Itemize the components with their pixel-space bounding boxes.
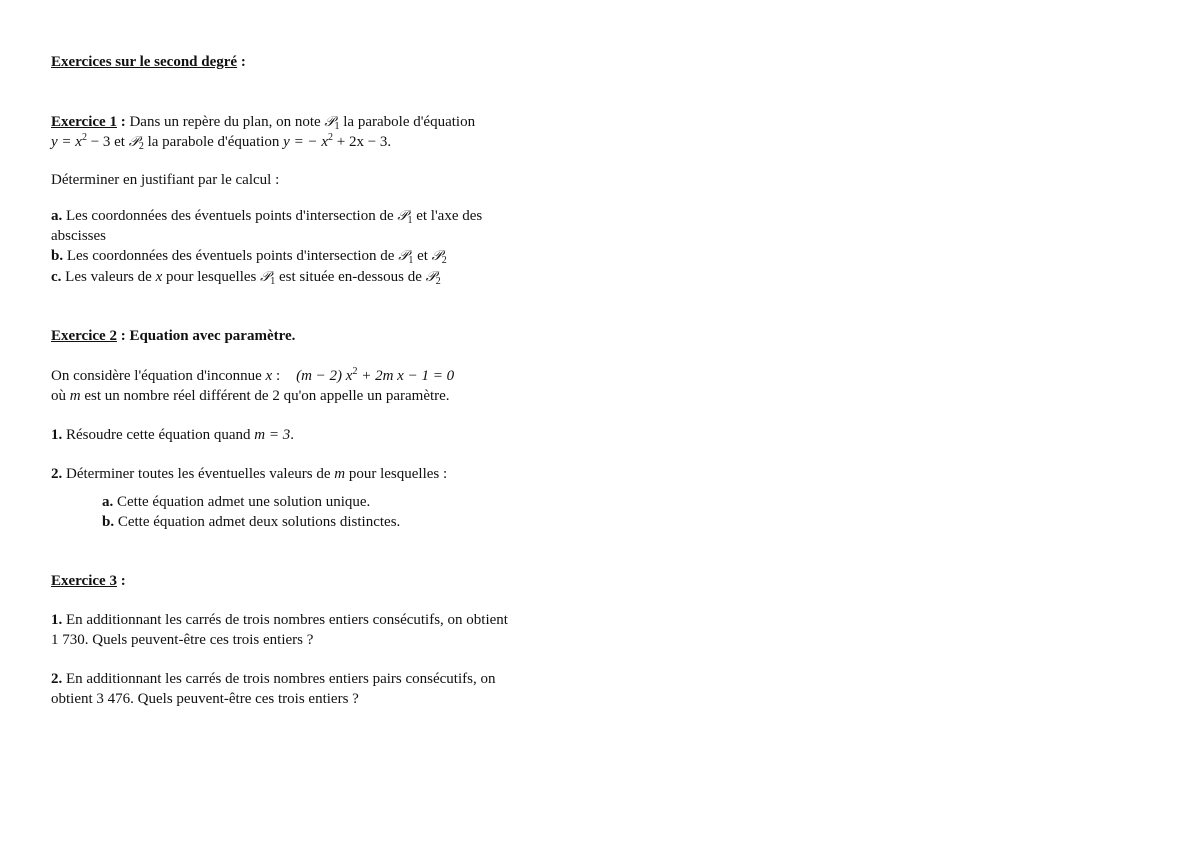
- ex2-line-2: [51, 386, 450, 406]
- parabola-p1-index: 1: [334, 121, 340, 132]
- parabola-p1-symbol: 𝒫: [398, 248, 409, 264]
- parabola-p2-index: 2: [441, 255, 447, 266]
- ex2-equation-exp: 2: [352, 366, 358, 377]
- ex1-item-a-line1: [51, 206, 482, 226]
- ex1-eq1: y = x: [51, 134, 82, 150]
- ex2-q2-end: pour lesquelles :: [345, 466, 448, 482]
- ex1-item-c-var: x: [155, 269, 163, 285]
- ex1-item-c-text3: est située en-dessous de: [275, 269, 426, 285]
- ex2-question-1: [51, 425, 294, 445]
- ex1-eq2-rest: + 2x − 3.: [332, 134, 392, 150]
- ex2-title: : Equation avec paramètre.: [116, 328, 296, 344]
- ex2-line2-b: est un nombre réel différent de 2 qu'on appelle un paramètre.: [80, 388, 450, 404]
- ex1-intro-b: la parabole d'équation: [339, 114, 476, 130]
- document-title-suffix: :: [237, 54, 246, 70]
- ex1-heading: Exercice 1: [51, 114, 117, 130]
- ex2-qb-text: Cette équation admet deux solutions distinctes.: [114, 514, 401, 530]
- ex1-eq2-exp: 2: [327, 132, 333, 143]
- parabola-p2-symbol: 𝒫: [425, 269, 436, 285]
- ex3-q1-text1: En additionnant les carrés de trois nombres entiers consécutifs, on obtient: [62, 612, 508, 628]
- ex2-equation-b: + 2m x − 1 = 0: [357, 368, 455, 384]
- parabola-p2-symbol: 𝒫: [128, 134, 139, 150]
- ex2-question-2: [51, 464, 447, 484]
- ex2-subquestion-b: [102, 512, 400, 532]
- ex3-heading-sep: :: [116, 573, 126, 589]
- ex1-item-c-text1: Les valeurs de: [61, 269, 156, 285]
- ex3-q1-line1: [51, 610, 508, 630]
- ex2-q1-math: m = 3: [254, 427, 291, 443]
- ex1-instruction: Déterminer en justifiant par le calcul :: [51, 172, 280, 188]
- document-title: [51, 52, 246, 72]
- ex2-qa-label: a.: [102, 494, 114, 510]
- ex2-q2-label: 2.: [51, 466, 63, 482]
- ex1-item-a-line2: [51, 226, 106, 246]
- ex1-item-a-text1: Les coordonnées des éventuels points d'intersection de: [62, 208, 398, 224]
- parabola-p1-index: 1: [407, 215, 413, 226]
- ex2-qb-label: b.: [102, 514, 115, 530]
- ex2-line1-colon: :: [272, 368, 281, 384]
- ex1-item-b-text2: et: [413, 248, 432, 264]
- ex2-subquestion-a: [102, 492, 370, 512]
- ex2-line1-text: On considère l'équation d'inconnue: [51, 368, 266, 384]
- ex3-q2-line1: [51, 669, 495, 689]
- parabola-p2-index: 2: [138, 141, 144, 152]
- ex3-q2-text1: En additionnant les carrés de trois nombres entiers pairs consécutifs, on: [62, 671, 496, 687]
- ex1-item-c-label: c.: [51, 269, 62, 285]
- ex1-eq1-rest: − 3 et: [86, 134, 129, 150]
- ex2-line-1: [51, 366, 454, 386]
- parabola-p1-index: 1: [270, 276, 276, 287]
- ex1-item-a-label: a.: [51, 208, 63, 224]
- ex1-intro-a: Dans un repère du plan, on note: [125, 114, 325, 130]
- ex2-heading-line: [51, 326, 295, 346]
- ex1-item-b-label: b.: [51, 248, 64, 264]
- ex2-qa-text: Cette équation admet une solution unique.: [113, 494, 371, 510]
- ex2-heading: Exercice 2: [51, 328, 117, 344]
- ex2-line1-var: x: [265, 368, 273, 384]
- ex2-q1-text: Résoudre cette équation quand: [62, 427, 255, 443]
- parabola-p2-symbol: 𝒫: [431, 248, 442, 264]
- ex1-item-b: [51, 246, 447, 266]
- ex3-q2-label: 2.: [51, 671, 63, 687]
- ex1-item-c: [51, 267, 441, 287]
- ex1-item-a-text3: abscisses: [51, 228, 106, 244]
- ex3-q1-line2: 1 730. Quels peuvent-être ces trois entiers ?: [51, 632, 314, 648]
- parabola-p2-index: 2: [435, 276, 441, 287]
- ex3-heading: Exercice 3: [51, 573, 117, 589]
- ex1-heading-sep: :: [116, 114, 126, 130]
- ex3-q1-label: 1.: [51, 612, 63, 628]
- ex2-q1-end: .: [290, 427, 294, 443]
- ex1-item-a-text2: et l'axe des: [412, 208, 483, 224]
- ex2-equation-a: (m − 2) x: [296, 368, 353, 384]
- parabola-p1-symbol: 𝒫: [324, 114, 335, 130]
- ex2-line2-a: où: [51, 388, 70, 404]
- ex2-q2-text: Déterminer toutes les éventuelles valeurs de: [62, 466, 335, 482]
- document-title-text: Exercices sur le second degré: [51, 54, 238, 70]
- ex2-q1-label: 1.: [51, 427, 63, 443]
- parabola-p1-symbol: 𝒫: [260, 269, 271, 285]
- ex1-eq1-exp: 2: [81, 132, 87, 143]
- ex2-q2-m: m: [334, 466, 346, 482]
- ex2-line2-m: m: [69, 388, 81, 404]
- ex1-intro-c: la parabole d'équation: [143, 134, 284, 150]
- ex1-line-2: [51, 132, 391, 152]
- ex1-item-c-text2: pour lesquelles: [162, 269, 261, 285]
- ex1-eq2: y = − x: [283, 134, 328, 150]
- ex1-item-b-text1: Les coordonnées des éventuels points d'intersection de: [63, 248, 399, 264]
- ex3-heading-line: [51, 571, 126, 591]
- ex1-line-1: [51, 112, 475, 132]
- parabola-p1-index: 1: [408, 255, 414, 266]
- parabola-p1-symbol: 𝒫: [397, 208, 408, 224]
- ex3-q2-line2: obtient 3 476. Quels peuvent-être ces trois entiers ?: [51, 691, 359, 707]
